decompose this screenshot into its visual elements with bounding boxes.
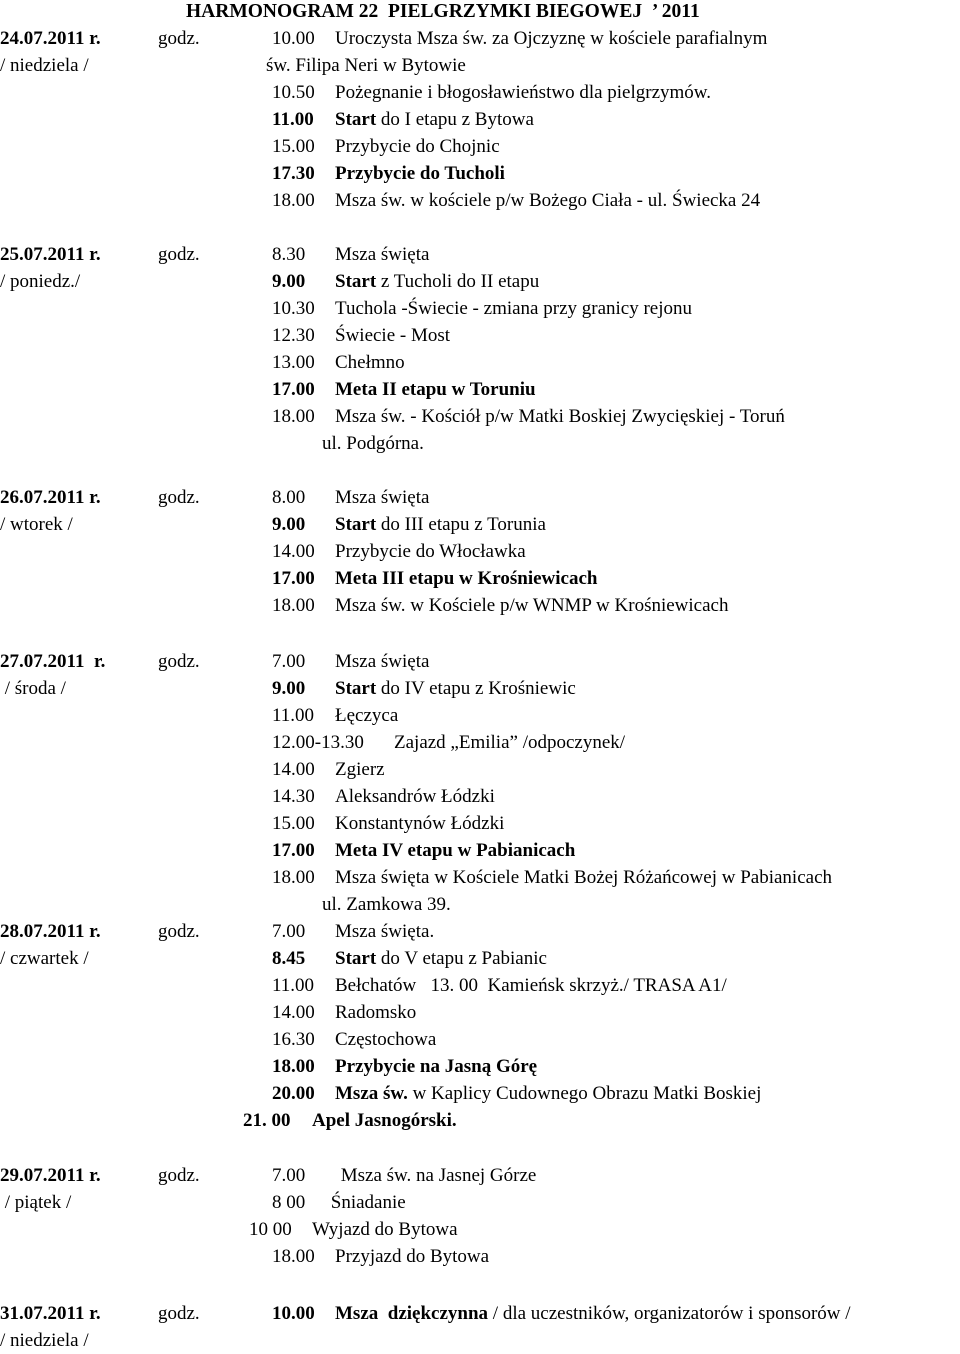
- event-text-row: [335, 999, 416, 1026]
- event-time: 18.00: [272, 406, 315, 427]
- event-text: Msza święta w Kościele Matki Bożej Różańcowej w Pabianicach: [335, 867, 833, 888]
- event-text: Przybycie do Włocławka: [335, 541, 526, 562]
- event-text-row: [335, 918, 434, 945]
- event-time: 8.45: [272, 948, 306, 969]
- event-time: 10.00: [272, 28, 315, 49]
- day-date: 31.07.2011 r.: [0, 1303, 101, 1324]
- event-text: Start: [335, 271, 377, 292]
- event-text: ul. Zamkowa 39.: [322, 894, 451, 915]
- event-text-row: [322, 891, 451, 918]
- event-text-row: [335, 160, 505, 187]
- event-text: Zgierz: [335, 759, 385, 780]
- event-time: 10.30: [272, 298, 315, 319]
- event-text-row: [336, 1162, 536, 1189]
- event-text: Msza św.: [335, 1083, 408, 1104]
- event-text: Msza św. na Jasnej Górze: [336, 1165, 537, 1186]
- event-text: Świecie - Most: [335, 325, 451, 346]
- event-text: Msza św. w Kościele p/w WNMP w Krośniewicach: [335, 595, 729, 616]
- event-text-row: [335, 376, 536, 403]
- event-time: 14.00: [272, 541, 315, 562]
- event-text-row: [335, 945, 547, 972]
- event-text-row: [335, 79, 711, 106]
- event-text-row: [266, 52, 466, 79]
- event-text: Meta II etapu w Toruniu: [335, 379, 536, 400]
- day-date: 29.07.2011 r.: [0, 1165, 101, 1186]
- event-text: Aleksandrów Łódzki: [335, 786, 495, 807]
- event-text-row: [335, 268, 539, 295]
- event-time: 15.00: [272, 813, 315, 834]
- event-text-row: [326, 1189, 406, 1216]
- event-time: 17.00: [272, 840, 315, 861]
- event-text: Meta III etapu w Krośniewicach: [335, 568, 598, 589]
- event-text-row: [335, 675, 576, 702]
- event-text-rest: w Kaplicy Cudownego Obrazu Matki Boskiej: [407, 1083, 762, 1104]
- event-text: Przybycie na Jasną Górę: [335, 1056, 538, 1077]
- event-text-row: [335, 565, 597, 592]
- event-text: Przybycie do Tucholi: [335, 163, 505, 184]
- event-text-row: [335, 592, 728, 619]
- event-text: Apel Jasnogórski.: [312, 1110, 457, 1131]
- event-text: Start: [335, 948, 377, 969]
- event-text: Start: [335, 109, 377, 130]
- event-time: 18.00: [272, 1246, 315, 1267]
- event-time: 9.00: [272, 271, 306, 292]
- event-time: 10 00: [249, 1219, 292, 1240]
- day-weekday: / czwartek /: [0, 948, 89, 969]
- event-time: 17.00: [272, 568, 315, 589]
- event-text: Msza święta: [335, 244, 430, 265]
- event-time: 18.00: [272, 190, 315, 211]
- event-text-row: [335, 1026, 436, 1053]
- event-text-row: [335, 756, 385, 783]
- event-text: Start: [335, 514, 377, 535]
- event-time: 11.00: [272, 109, 314, 130]
- event-text-row: [335, 511, 546, 538]
- event-time: 7.00: [272, 921, 306, 942]
- event-time: 13.00: [272, 352, 315, 373]
- event-text: św. Filipa Neri w Bytowie: [266, 55, 466, 76]
- day-date: 25.07.2011 r.: [0, 244, 101, 265]
- event-text: Msza św. - Kościół p/w Matki Boskiej Zwycięskiej - Toruń: [335, 406, 785, 427]
- event-time: 18.00: [272, 1056, 315, 1077]
- day-weekday: / wtorek /: [0, 514, 73, 535]
- event-text: Chełmno: [335, 352, 405, 373]
- day-date: 26.07.2011 r.: [0, 487, 101, 508]
- event-text: Tuchola -Świecie - zmiana przy granicy rejonu: [335, 298, 693, 319]
- event-time: 12.30: [272, 325, 315, 346]
- event-text-row: [335, 1243, 489, 1270]
- event-time: 20.00: [272, 1083, 315, 1104]
- event-text-row: [312, 1107, 457, 1134]
- event-time: 14.00: [272, 759, 315, 780]
- event-text: Msza dziękczynna: [335, 1303, 489, 1324]
- event-text-row: [335, 349, 405, 376]
- day-weekday: / piątek /: [0, 1192, 72, 1213]
- event-text-row: [335, 837, 575, 864]
- day-date: 24.07.2011 r.: [0, 28, 101, 49]
- event-text: Radomsko: [335, 1002, 417, 1023]
- event-text-row: [335, 810, 504, 837]
- event-text: ul. Podgórna.: [322, 433, 424, 454]
- event-time: 14.30: [272, 786, 315, 807]
- event-text: Przyjazd do Bytowa: [335, 1246, 490, 1267]
- event-text: Śniadanie: [326, 1192, 406, 1213]
- event-time: 8.30: [272, 244, 306, 265]
- event-text: Bełchatów 13. 00 Kamieńsk skrzyż./ TRASA A1/: [335, 975, 727, 996]
- event-time: 18.00: [272, 595, 315, 616]
- event-time: 9.00: [272, 514, 306, 535]
- day-godz-label: godz.: [158, 1165, 200, 1186]
- day-weekday: / poniedz./: [0, 271, 81, 292]
- event-text: Msza św. w kościele p/w Bożego Ciała - ul. Świecka 24: [335, 190, 761, 211]
- event-text-row: [322, 430, 424, 457]
- event-text: Uroczysta Msza św. za Ojczyznę w kościele parafialnym: [335, 28, 768, 49]
- event-text-row: [335, 1300, 851, 1327]
- event-time: 9.00: [272, 678, 306, 699]
- event-text-row: [335, 295, 692, 322]
- event-text-row: [335, 106, 534, 133]
- day-weekday: / niedziela /: [0, 1330, 89, 1351]
- event-text: Łęczyca: [335, 705, 399, 726]
- event-time: 11.00: [272, 975, 315, 996]
- day-godz-label: godz.: [158, 28, 200, 49]
- event-text-row: [335, 484, 429, 511]
- event-text-row: [335, 783, 495, 810]
- event-text-row: [335, 648, 429, 675]
- event-time: 17.30: [272, 163, 315, 184]
- event-time: 11.00: [272, 705, 315, 726]
- day-godz-label: godz.: [158, 921, 200, 942]
- event-text-rest: do V etapu z Pabianic: [376, 948, 547, 969]
- event-text-rest: do I etapu z Bytowa: [376, 109, 534, 130]
- event-text: Wyjazd do Bytowa: [312, 1219, 458, 1240]
- day-godz-label: godz.: [158, 1303, 200, 1324]
- event-text-row: [335, 322, 450, 349]
- event-text-row: [335, 187, 760, 214]
- event-text-row: [335, 972, 727, 999]
- event-time: 21. 00: [243, 1110, 291, 1131]
- event-text-row: [335, 133, 500, 160]
- event-time: 12.00-13.30: [272, 732, 364, 753]
- event-time: 17.00: [272, 379, 315, 400]
- day-godz-label: godz.: [158, 651, 200, 672]
- event-text-row: [335, 702, 398, 729]
- event-text: Msza święta: [335, 651, 430, 672]
- day-date: 27.07.2011 r.: [0, 651, 106, 672]
- event-text-rest: do IV etapu z Krośniewic: [376, 678, 576, 699]
- event-text-row: [335, 1080, 761, 1107]
- event-time: 8.00: [272, 487, 306, 508]
- event-text: Start: [335, 678, 377, 699]
- event-text-rest: z Tucholi do II etapu: [376, 271, 540, 292]
- day-date: 28.07.2011 r.: [0, 921, 101, 942]
- event-text-row: [335, 241, 429, 268]
- event-text-rest: / dla uczestników, organizatorów i sponsorów /: [488, 1303, 851, 1324]
- day-weekday: / środa /: [0, 678, 66, 699]
- event-text-row: [312, 1216, 458, 1243]
- event-time: 7.00: [272, 651, 306, 672]
- event-text: Przybycie do Chojnic: [335, 136, 500, 157]
- event-text: Msza święta: [335, 487, 430, 508]
- event-time: 8 00: [272, 1192, 306, 1213]
- day-godz-label: godz.: [158, 244, 200, 265]
- event-text: Zajazd „Emilia” /odpoczynek/: [394, 732, 626, 753]
- event-time: 10.50: [272, 82, 315, 103]
- event-text-row: [394, 729, 625, 756]
- event-text: Częstochowa: [335, 1029, 437, 1050]
- event-text: Pożegnanie i błogosławieństwo dla pielgrzymów.: [335, 82, 712, 103]
- event-text: Meta IV etapu w Pabianicach: [335, 840, 576, 861]
- event-time: 15.00: [272, 136, 315, 157]
- event-text-row: [335, 1053, 537, 1080]
- document-title: HARMONOGRAM 22 PIELGRZYMKI BIEGOWEJ ’ 2011: [186, 1, 700, 22]
- event-time: 10.00: [272, 1303, 315, 1324]
- event-time: 14.00: [272, 1002, 315, 1023]
- event-text-row: [335, 538, 526, 565]
- event-text-row: [335, 864, 832, 891]
- event-text-row: [335, 403, 785, 430]
- event-time: 7.00: [272, 1165, 306, 1186]
- day-weekday: / niedziela /: [0, 55, 89, 76]
- event-text: Konstantynów Łódzki: [335, 813, 505, 834]
- event-text-rest: do III etapu z Torunia: [376, 514, 546, 535]
- event-text-row: [335, 25, 767, 52]
- event-time: 18.00: [272, 867, 315, 888]
- day-godz-label: godz.: [158, 487, 200, 508]
- event-time: 16.30: [272, 1029, 315, 1050]
- event-text: Msza święta.: [335, 921, 435, 942]
